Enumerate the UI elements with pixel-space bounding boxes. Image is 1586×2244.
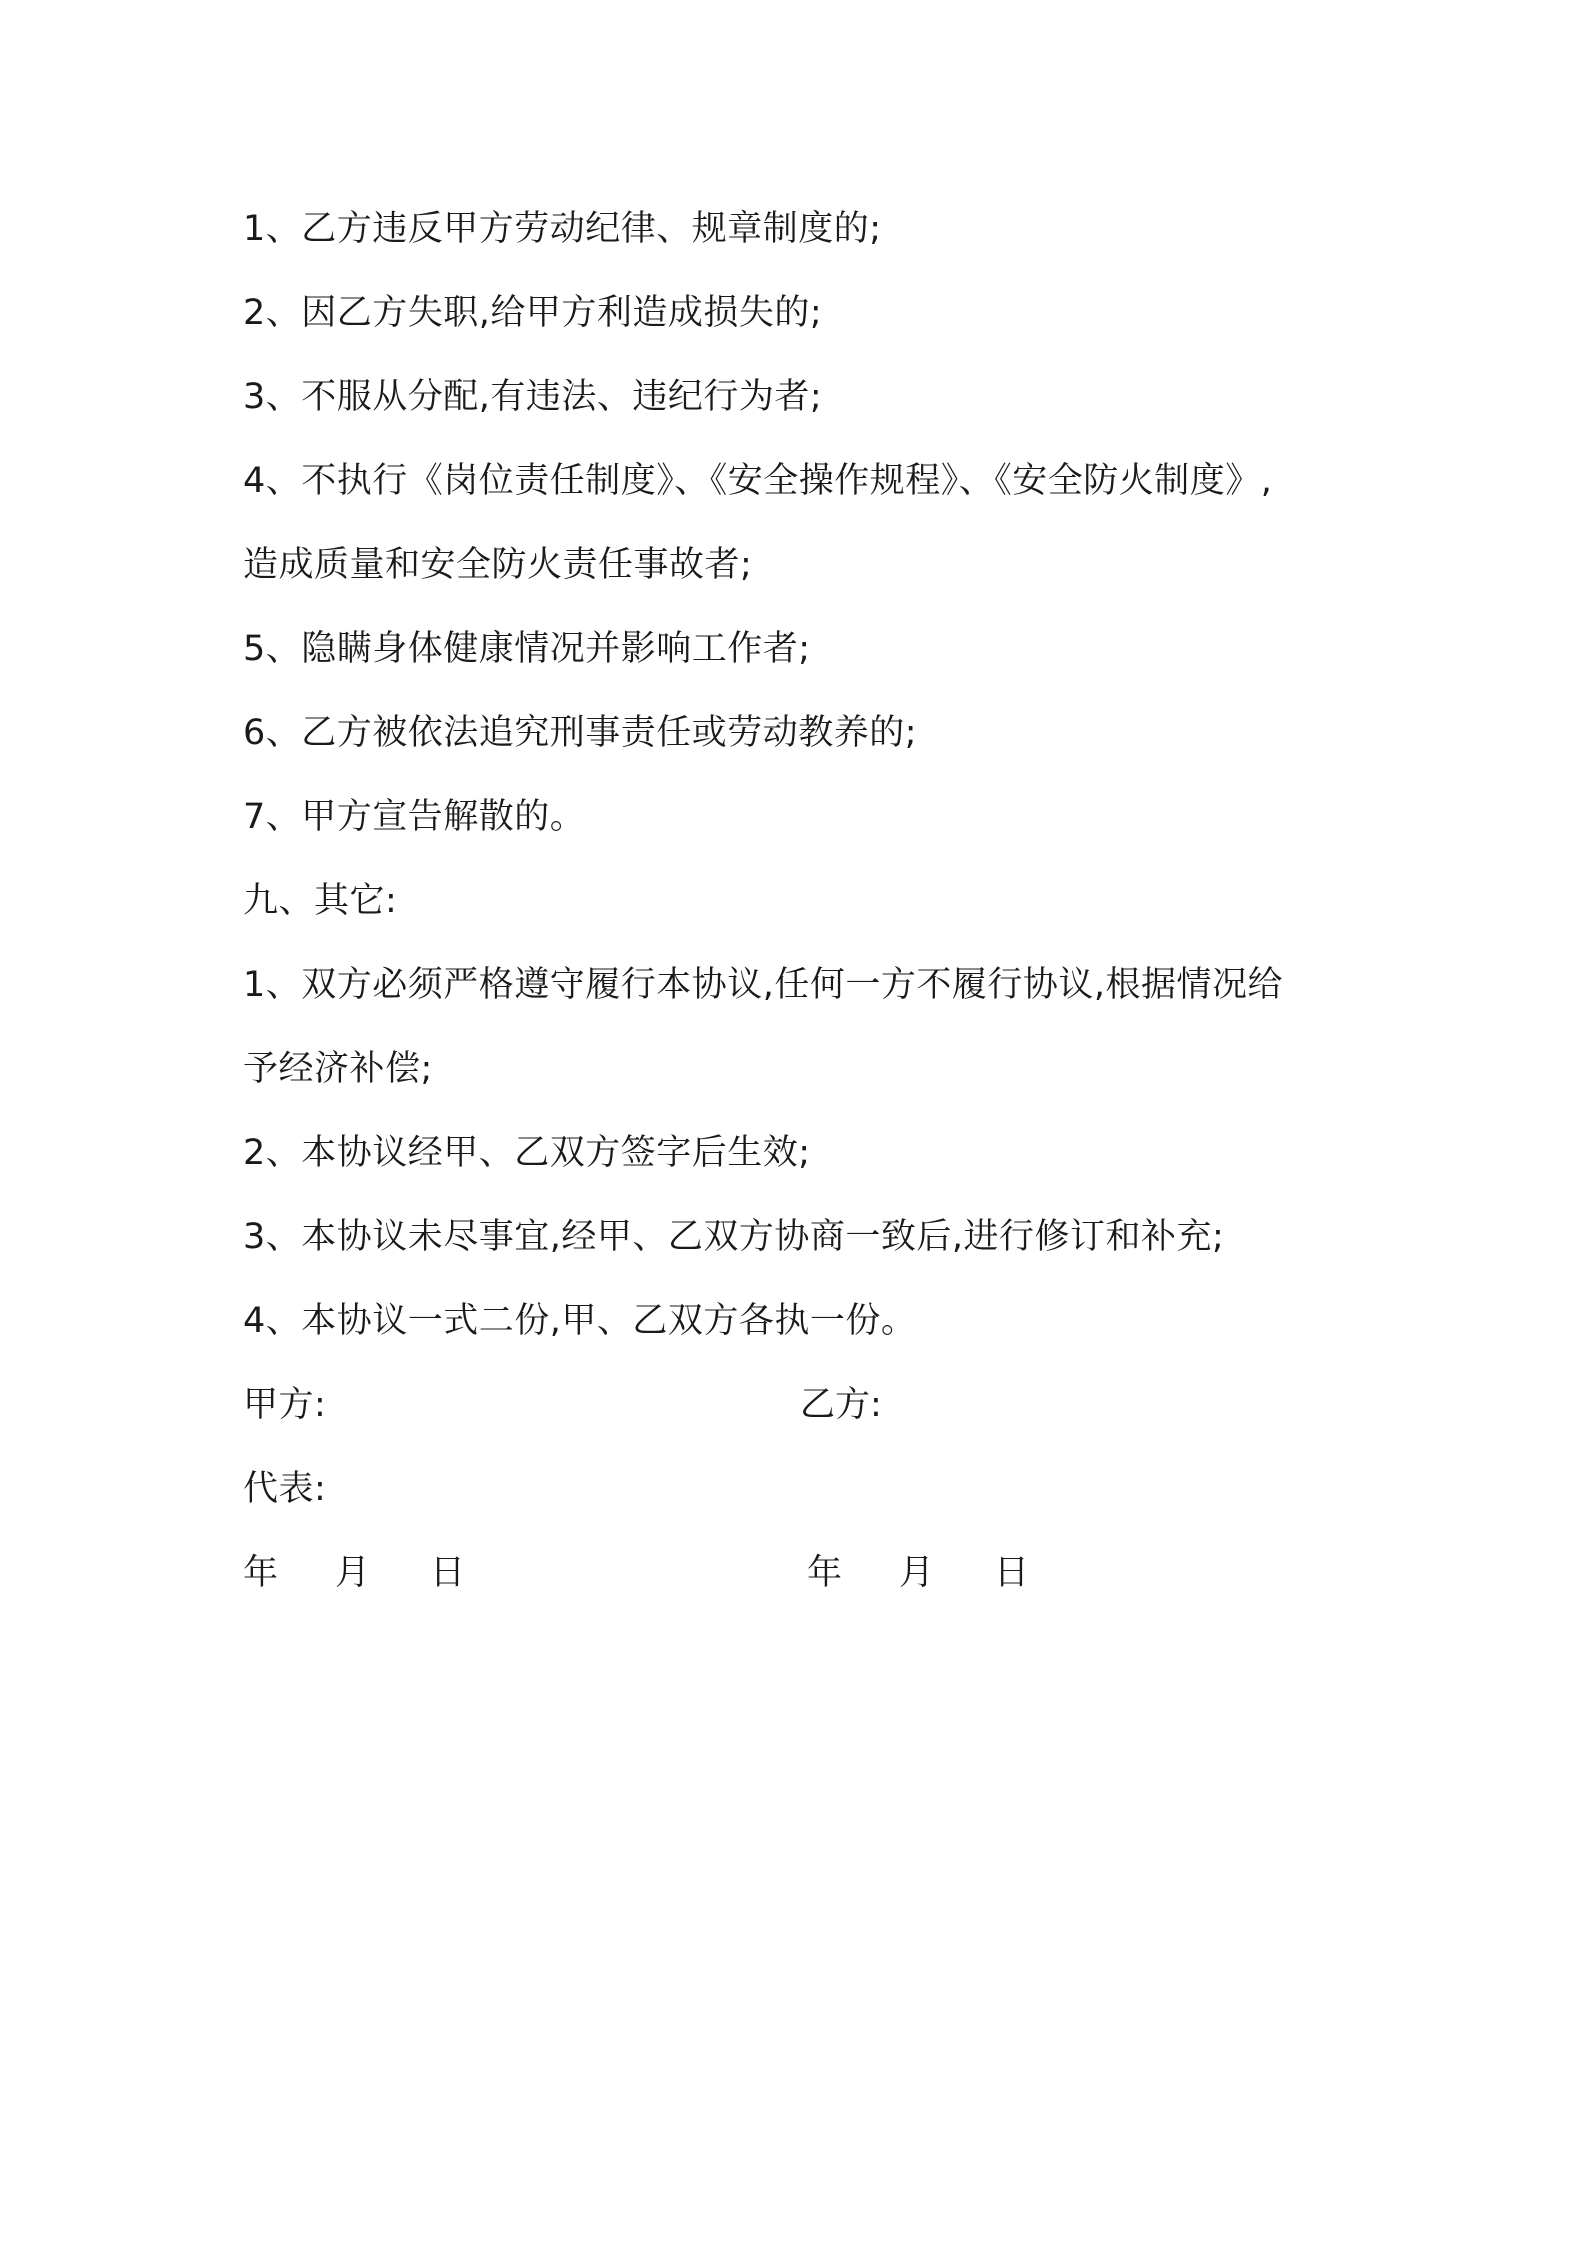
clause-line: 4、不执行《岗位责任制度》、《安全操作规程》、《安全防火制度》, xyxy=(243,461,1273,501)
clause-line: 3、不服从分配,有违法、违纪行为者; xyxy=(243,377,823,417)
clause-line: 造成质量和安全防火责任事故者; xyxy=(243,545,753,585)
clause-line: 1、双方必须严格遵守履行本协议,任何一方不履行协议,根据情况给 xyxy=(243,965,1284,1005)
clause-line: 5、隐瞒身体健康情况并影响工作者; xyxy=(243,629,811,669)
date-month-a: 月 xyxy=(335,1553,371,1593)
date-day-b: 日 xyxy=(994,1553,1030,1593)
representative-label: 代表: xyxy=(243,1469,327,1509)
clause-line: 4、本协议一式二份,甲、乙双方各执一份。 xyxy=(243,1301,917,1341)
party-a-label: 甲方: xyxy=(243,1385,327,1425)
party-b-label: 乙方: xyxy=(800,1385,882,1425)
date-year-a: 年 xyxy=(243,1553,279,1593)
clause-line: 2、因乙方失职,给甲方利造成损失的; xyxy=(243,293,823,333)
clause-line: 2、本协议经甲、乙双方签字后生效; xyxy=(243,1133,811,1173)
clause-line: 1、乙方违反甲方劳动纪律、规章制度的; xyxy=(243,209,882,249)
clause-line: 予经济补偿; xyxy=(243,1049,433,1089)
date-month-b: 月 xyxy=(899,1553,935,1593)
date-year-b: 年 xyxy=(807,1553,843,1593)
clause-line: 3、本协议未尽事宜,经甲、乙双方协商一致后,进行修订和补充; xyxy=(243,1217,1225,1257)
clause-line: 6、乙方被依法追究刑事责任或劳动教养的; xyxy=(243,713,918,753)
section-heading: 九、其它: xyxy=(243,881,398,921)
clause-line: 7、甲方宣告解散的。 xyxy=(243,797,586,837)
date-day-a: 日 xyxy=(430,1553,466,1593)
